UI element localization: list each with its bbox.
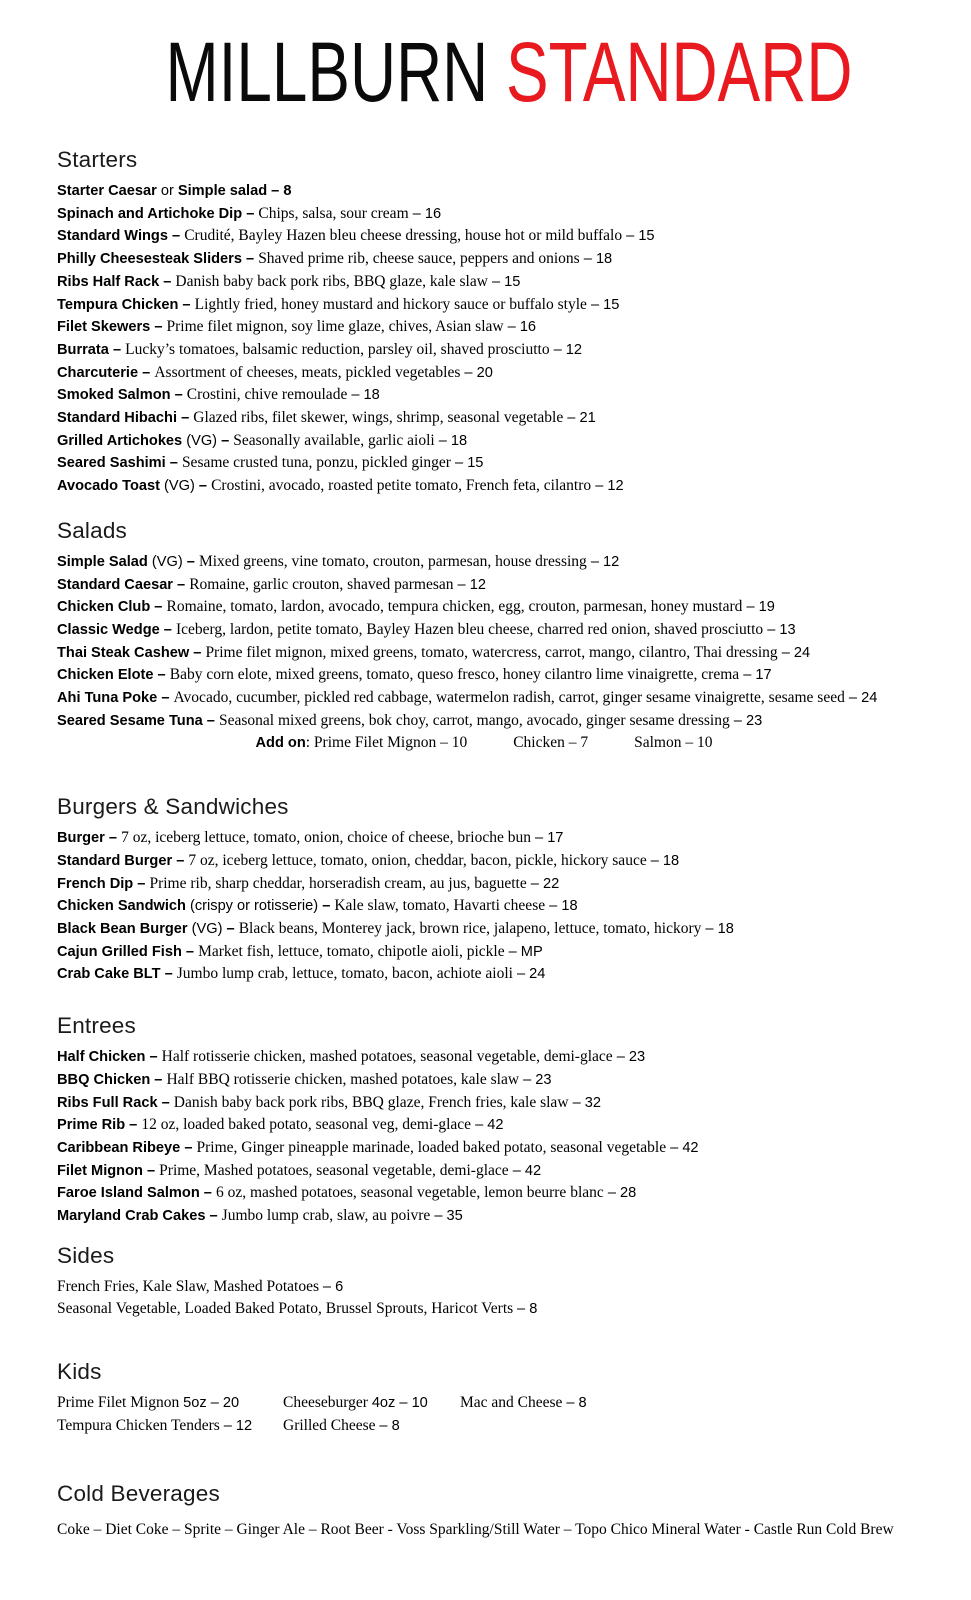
text-segment: – 24: [777, 644, 811, 661]
text-segment: Prime Rib –: [57, 1117, 142, 1134]
menu-item-line: [57, 430, 911, 453]
text-segment: – 12: [223, 1417, 253, 1434]
text-segment: –: [226, 920, 239, 937]
text-segment: 4oz – 10: [371, 1395, 428, 1412]
text-segment: Market fish, lettuce, tomato, chipotle aioli, pickle: [198, 942, 505, 960]
text-segment: Smoked Salmon –: [57, 387, 187, 404]
text-segment: (VG): [182, 432, 222, 449]
text-segment: – 24: [512, 966, 546, 983]
menu-item-line: [57, 596, 911, 619]
text-segment: Prime filet mignon, soy lime glaze, chives, Asian slaw: [166, 318, 504, 336]
text-segment: – 23: [729, 712, 763, 729]
menu-item-line: [57, 710, 911, 733]
text-segment: Baby corn elote, mixed greens, tomato, queso fresco, honey cilantro lime vinaigrette, crema: [169, 666, 740, 684]
text-segment: Danish baby back pork ribs, BBQ glaze, French fries, kale slaw: [173, 1093, 569, 1111]
text-segment: Filet Skewers –: [57, 319, 167, 336]
section-salads: [57, 517, 911, 755]
menu-item-line: [57, 642, 911, 665]
text-segment: – 35: [430, 1208, 463, 1225]
menu-item-line: [57, 1160, 911, 1183]
text-segment: Black Bean Burger: [57, 920, 188, 937]
text-segment: Add on: [255, 735, 306, 752]
menu-item-line: [57, 271, 911, 294]
text-segment: Seasonal Vegetable, Loaded Baked Potato, Brussel Sprouts, Haricot Verts: [57, 1300, 518, 1318]
text-segment: Mac and Cheese: [460, 1394, 567, 1412]
kids-col: [283, 1392, 460, 1415]
text-segment: Ahi Tuna Poke –: [57, 690, 174, 707]
menu-item-line: [57, 963, 911, 986]
section-heading: Salads: [57, 517, 127, 543]
text-segment: Cheeseburger: [283, 1394, 372, 1412]
text-segment: – 18: [701, 920, 734, 937]
text-segment: Seared Sashimi –: [57, 455, 182, 472]
menu-item-line: [57, 1298, 911, 1321]
text-segment: – 17: [739, 667, 772, 684]
menu-item-line: [57, 1069, 911, 1092]
text-segment: Crostini, avocado, roasted petite tomato, French feta, cilantro: [211, 477, 592, 495]
text-segment: – 18: [545, 898, 578, 915]
text-segment: Standard Caesar –: [57, 576, 190, 593]
menu-title: [57, 0, 911, 119]
text-segment: Seasonally available, garlic aioli: [233, 431, 435, 449]
text-segment: Jumbo lump crab, slaw, au poivre: [221, 1207, 431, 1225]
text-segment: Grilled Artichokes: [57, 432, 183, 449]
text-segment: Standard Hibachi –: [57, 410, 194, 427]
menu-item-line: [57, 407, 911, 430]
text-segment: Ribs Full Rack –: [57, 1094, 174, 1111]
menu-item-line: [57, 827, 911, 850]
section-heading: Burgers & Sandwiches: [57, 794, 289, 820]
text-segment: Avocado Toast: [57, 478, 160, 495]
section-heading: Entrees: [57, 1013, 136, 1039]
text-segment: Assortment of cheeses, meats, pickled vegetables: [154, 363, 461, 381]
text-segment: – 18: [646, 852, 680, 869]
text-segment: Filet Mignon –: [57, 1162, 160, 1179]
text-segment: Prime, Mashed potatoes, seasonal vegetable, demi-glace: [159, 1161, 509, 1179]
text-segment: – 21: [563, 410, 596, 427]
text-segment: Standard Burger –: [57, 852, 189, 869]
text-segment: – 8: [379, 1417, 400, 1434]
text-segment: 12 oz, loaded baked potato, seasonal veg, demi-glace: [141, 1116, 472, 1134]
text-segment: Prime filet mignon, mixed greens, tomato, watercress, carrot, mango, cilantro, Thai dressing: [205, 643, 778, 661]
text-segment: Jumbo lump crab, lettuce, tomato, bacon, achiote aioli: [176, 965, 513, 983]
menu-item-line: [57, 664, 911, 687]
text-segment: Chips, salsa, sour cream: [258, 204, 409, 222]
text-segment: Chicken – 7: [513, 734, 589, 752]
menu-item-line: [57, 1205, 911, 1228]
text-segment: – 16: [408, 205, 442, 222]
menu-item-line: [57, 551, 911, 574]
menu-item-line: [57, 339, 911, 362]
text-segment: –: [186, 553, 199, 570]
text-segment: Sesame crusted tuna, ponzu, pickled ginger: [181, 454, 451, 472]
text-segment: Ribs Half Rack –: [57, 273, 176, 290]
menu-item-line: [57, 203, 911, 226]
text-segment: Starter Caesar: [57, 183, 157, 199]
menu-item-line: [57, 687, 911, 710]
menu-item-line: [57, 1092, 911, 1115]
text-segment: Romaine, garlic crouton, shaved parmesan: [189, 575, 454, 593]
text-segment: – 17: [530, 830, 564, 847]
text-segment: Classic Wedge –: [57, 621, 176, 638]
text-segment: Half BBQ rotisserie chicken, mashed potatoes, kale slaw: [166, 1070, 520, 1088]
menu-item-line: [57, 1276, 911, 1299]
text-segment: – 15: [487, 273, 521, 290]
menu-item-line: [57, 452, 911, 475]
menu-item-line: [57, 475, 911, 498]
text-segment: – 12: [586, 553, 620, 570]
text-segment: – 16: [503, 319, 537, 336]
text-segment: – 42: [508, 1162, 542, 1179]
kids-row: [57, 1392, 911, 1415]
section-kids: [57, 1358, 911, 1437]
text-segment: – 13: [763, 621, 796, 638]
text-segment: Seared Sesame Tuna –: [57, 712, 219, 729]
text-segment: (crispy or rotisserie): [185, 898, 323, 915]
text-segment: – 18: [347, 387, 380, 404]
text-segment: – 15: [450, 455, 484, 472]
text-segment: –: [198, 478, 212, 495]
text-segment: – 24: [844, 690, 878, 707]
text-segment: – 6: [322, 1278, 344, 1295]
text-segment: Salmon – 10: [634, 734, 713, 752]
text-segment: Chicken Elote –: [57, 667, 170, 684]
menu-item-line: [57, 180, 911, 203]
kids-col: [283, 1415, 460, 1438]
text-segment: Romaine, tomato, lardon, avocado, tempura chicken, egg, crouton, parmesan, honey mustard: [166, 598, 743, 616]
menu-item-line: [57, 225, 911, 248]
text-segment: Prime Filet Mignon: [57, 1394, 184, 1412]
text-segment: Half Chicken –: [57, 1049, 162, 1066]
text-segment: Half rotisserie chicken, mashed potatoes, seasonal vegetable, demi-glace: [161, 1048, 613, 1066]
text-segment: – 23: [519, 1071, 552, 1088]
text-segment: Glazed ribs, filet skewer, wings, shrimp, seasonal vegetable: [193, 409, 564, 427]
text-segment: – 42: [471, 1117, 504, 1134]
text-segment: – 12: [453, 576, 486, 593]
section-heading: Kids: [57, 1359, 102, 1385]
text-segment: Danish baby back pork ribs, BBQ glaze, kale slaw: [175, 272, 488, 290]
text-segment: BBQ Chicken –: [57, 1071, 167, 1088]
menu-item-line: [57, 294, 911, 317]
text-segment: Grilled Cheese: [283, 1416, 380, 1434]
text-segment: Thai Steak Cashew –: [57, 644, 206, 661]
text-segment: Coke – Diet Coke – Sprite – Ginger Ale – Root Beer - Voss Sparkling/Still Water – Topo Chico Mineral Water - Castle Run Cold Brew: [57, 1520, 894, 1538]
title-standard: STANDARD: [506, 25, 853, 119]
menu-item-line: [57, 918, 911, 941]
menu-item-line: [57, 316, 911, 339]
text-segment: Crostini, chive remoulade: [186, 386, 348, 404]
text-segment: (VG): [147, 553, 187, 570]
section-heading: Sides: [57, 1242, 115, 1268]
menu-item-line: [57, 941, 911, 964]
text-segment: – 32: [568, 1094, 601, 1111]
text-segment: – 18: [434, 432, 468, 449]
add-on-line: [57, 732, 911, 755]
text-segment: Chicken Sandwich: [57, 898, 186, 915]
text-segment: Shaved prime rib, cheese sauce, peppers and onions: [258, 250, 580, 268]
text-segment: Seasonal mixed greens, bok choy, carrot, mango, avocado, ginger sesame dressing: [218, 711, 730, 729]
text-segment: Simple salad – 8: [177, 183, 292, 199]
menu-item-line: [57, 574, 911, 597]
text-segment: Simple Salad: [57, 553, 148, 570]
menu-item-line: [57, 1046, 911, 1069]
menu-item-line: [57, 619, 911, 642]
text-segment: Cajun Grilled Fish –: [57, 943, 199, 960]
kids-col: [57, 1392, 283, 1415]
text-segment: Philly Cheesesteak Sliders –: [57, 251, 259, 268]
text-segment: Black beans, Monterey jack, brown rice, jalapeno, lettuce, tomato, hickory: [238, 919, 702, 937]
section-sides: [57, 1242, 911, 1321]
kids-col: [57, 1415, 283, 1438]
menu-item-line: [57, 1114, 911, 1137]
section-entrees: [57, 1012, 911, 1228]
text-segment: – 12: [591, 478, 624, 495]
text-segment: – 8: [566, 1395, 587, 1412]
text-segment: – 15: [586, 296, 620, 313]
text-segment: Avocado, cucumber, pickled red cabbage, watermelon radish, carrot, ginger sesame vinaigrette, sesame seed: [173, 689, 845, 707]
text-segment: Faroe Island Salmon –: [57, 1185, 216, 1202]
kids-col: [460, 1392, 587, 1415]
text-segment: – 8: [517, 1301, 538, 1318]
section-starters: [57, 146, 911, 498]
text-segment: – 28: [603, 1185, 637, 1202]
text-segment: Lucky’s tomatoes, balsamic reduction, parsley oil, shaved prosciutto: [125, 340, 550, 358]
text-segment: 6 oz, mashed potatoes, seasonal vegetable, lemon beurre blanc: [215, 1184, 604, 1202]
text-segment: Standard Wings –: [57, 228, 185, 245]
text-segment: or: [156, 183, 178, 199]
text-segment: – 12: [549, 341, 583, 358]
text-segment: – 15: [622, 228, 655, 245]
text-segment: – MP: [504, 943, 543, 960]
text-segment: – 18: [579, 251, 613, 268]
text-segment: : Prime Filet Mignon – 10: [305, 734, 468, 752]
text-segment: Kale slaw, tomato, Havarti cheese: [334, 897, 546, 915]
text-segment: 5oz – 20: [183, 1395, 240, 1412]
text-segment: –: [322, 898, 335, 915]
text-segment: 7 oz, iceberg lettuce, tomato, onion, choice of cheese, brioche bun: [121, 829, 531, 847]
section-heading: Cold Beverages: [57, 1480, 220, 1506]
menu-sections: [57, 146, 911, 1540]
text-segment: Tempura Chicken Tenders: [57, 1416, 224, 1434]
text-segment: – 42: [666, 1139, 699, 1156]
text-segment: Crudité, Bayley Hazen bleu cheese dressing, house hot or mild buffalo: [184, 227, 623, 245]
text-segment: – 22: [526, 875, 560, 892]
text-segment: (VG): [187, 920, 227, 937]
text-segment: French Dip –: [57, 875, 150, 892]
menu-item-line: [57, 362, 911, 385]
text-segment: Prime rib, sharp cheddar, horseradish cream, au jus, baguette: [149, 874, 527, 892]
text-segment: Chicken Club –: [57, 599, 167, 616]
menu-item-line: [57, 248, 911, 271]
text-segment: French Fries, Kale Slaw, Mashed Potatoes: [57, 1277, 323, 1295]
menu-item-line: [57, 1519, 911, 1541]
text-segment: –: [221, 432, 234, 449]
text-segment: (VG): [159, 478, 199, 495]
text-segment: Crab Cake BLT –: [57, 966, 177, 983]
text-segment: Burger –: [57, 830, 122, 847]
menu-item-line: [57, 384, 911, 407]
section-heading: Starters: [57, 147, 138, 172]
text-segment: Maryland Crab Cakes –: [57, 1208, 222, 1225]
kids-row: [57, 1415, 911, 1438]
text-segment: Lightly fried, honey mustard and hickory sauce or buffalo style: [194, 295, 587, 313]
menu-item-line: [57, 1182, 911, 1205]
menu-item-line: [57, 895, 911, 918]
text-segment: Spinach and Artichoke Dip –: [57, 205, 259, 222]
menu-item-line: [57, 850, 911, 873]
text-segment: – 19: [742, 599, 775, 616]
text-segment: Iceberg, lardon, petite tomato, Bayley Hazen bleu cheese, charred red onion, shaved prosciutto: [175, 620, 764, 638]
text-segment: – 23: [612, 1049, 646, 1066]
text-segment: 7 oz, iceberg lettuce, tomato, onion, cheddar, bacon, pickle, hickory sauce: [188, 851, 647, 869]
text-segment: Tempura Chicken –: [57, 296, 195, 313]
text-segment: Mixed greens, vine tomato, crouton, parmesan, house dressing: [198, 552, 587, 570]
menu-title-inner: [165, 25, 853, 119]
text-segment: Prime, Ginger pineapple marinade, loaded baked potato, seasonal vegetable: [196, 1138, 667, 1156]
menu-item-line: [57, 873, 911, 896]
section-burgers: [57, 793, 911, 986]
text-segment: – 20: [460, 364, 493, 381]
menu-item-line: [57, 1137, 911, 1160]
section-cold: [57, 1480, 911, 1541]
text-segment: Charcuterie –: [57, 364, 155, 381]
text-segment: Burrata –: [57, 341, 126, 358]
title-millburn: MILLBURN: [165, 25, 507, 119]
text-segment: Caribbean Ribeye –: [57, 1139, 197, 1156]
